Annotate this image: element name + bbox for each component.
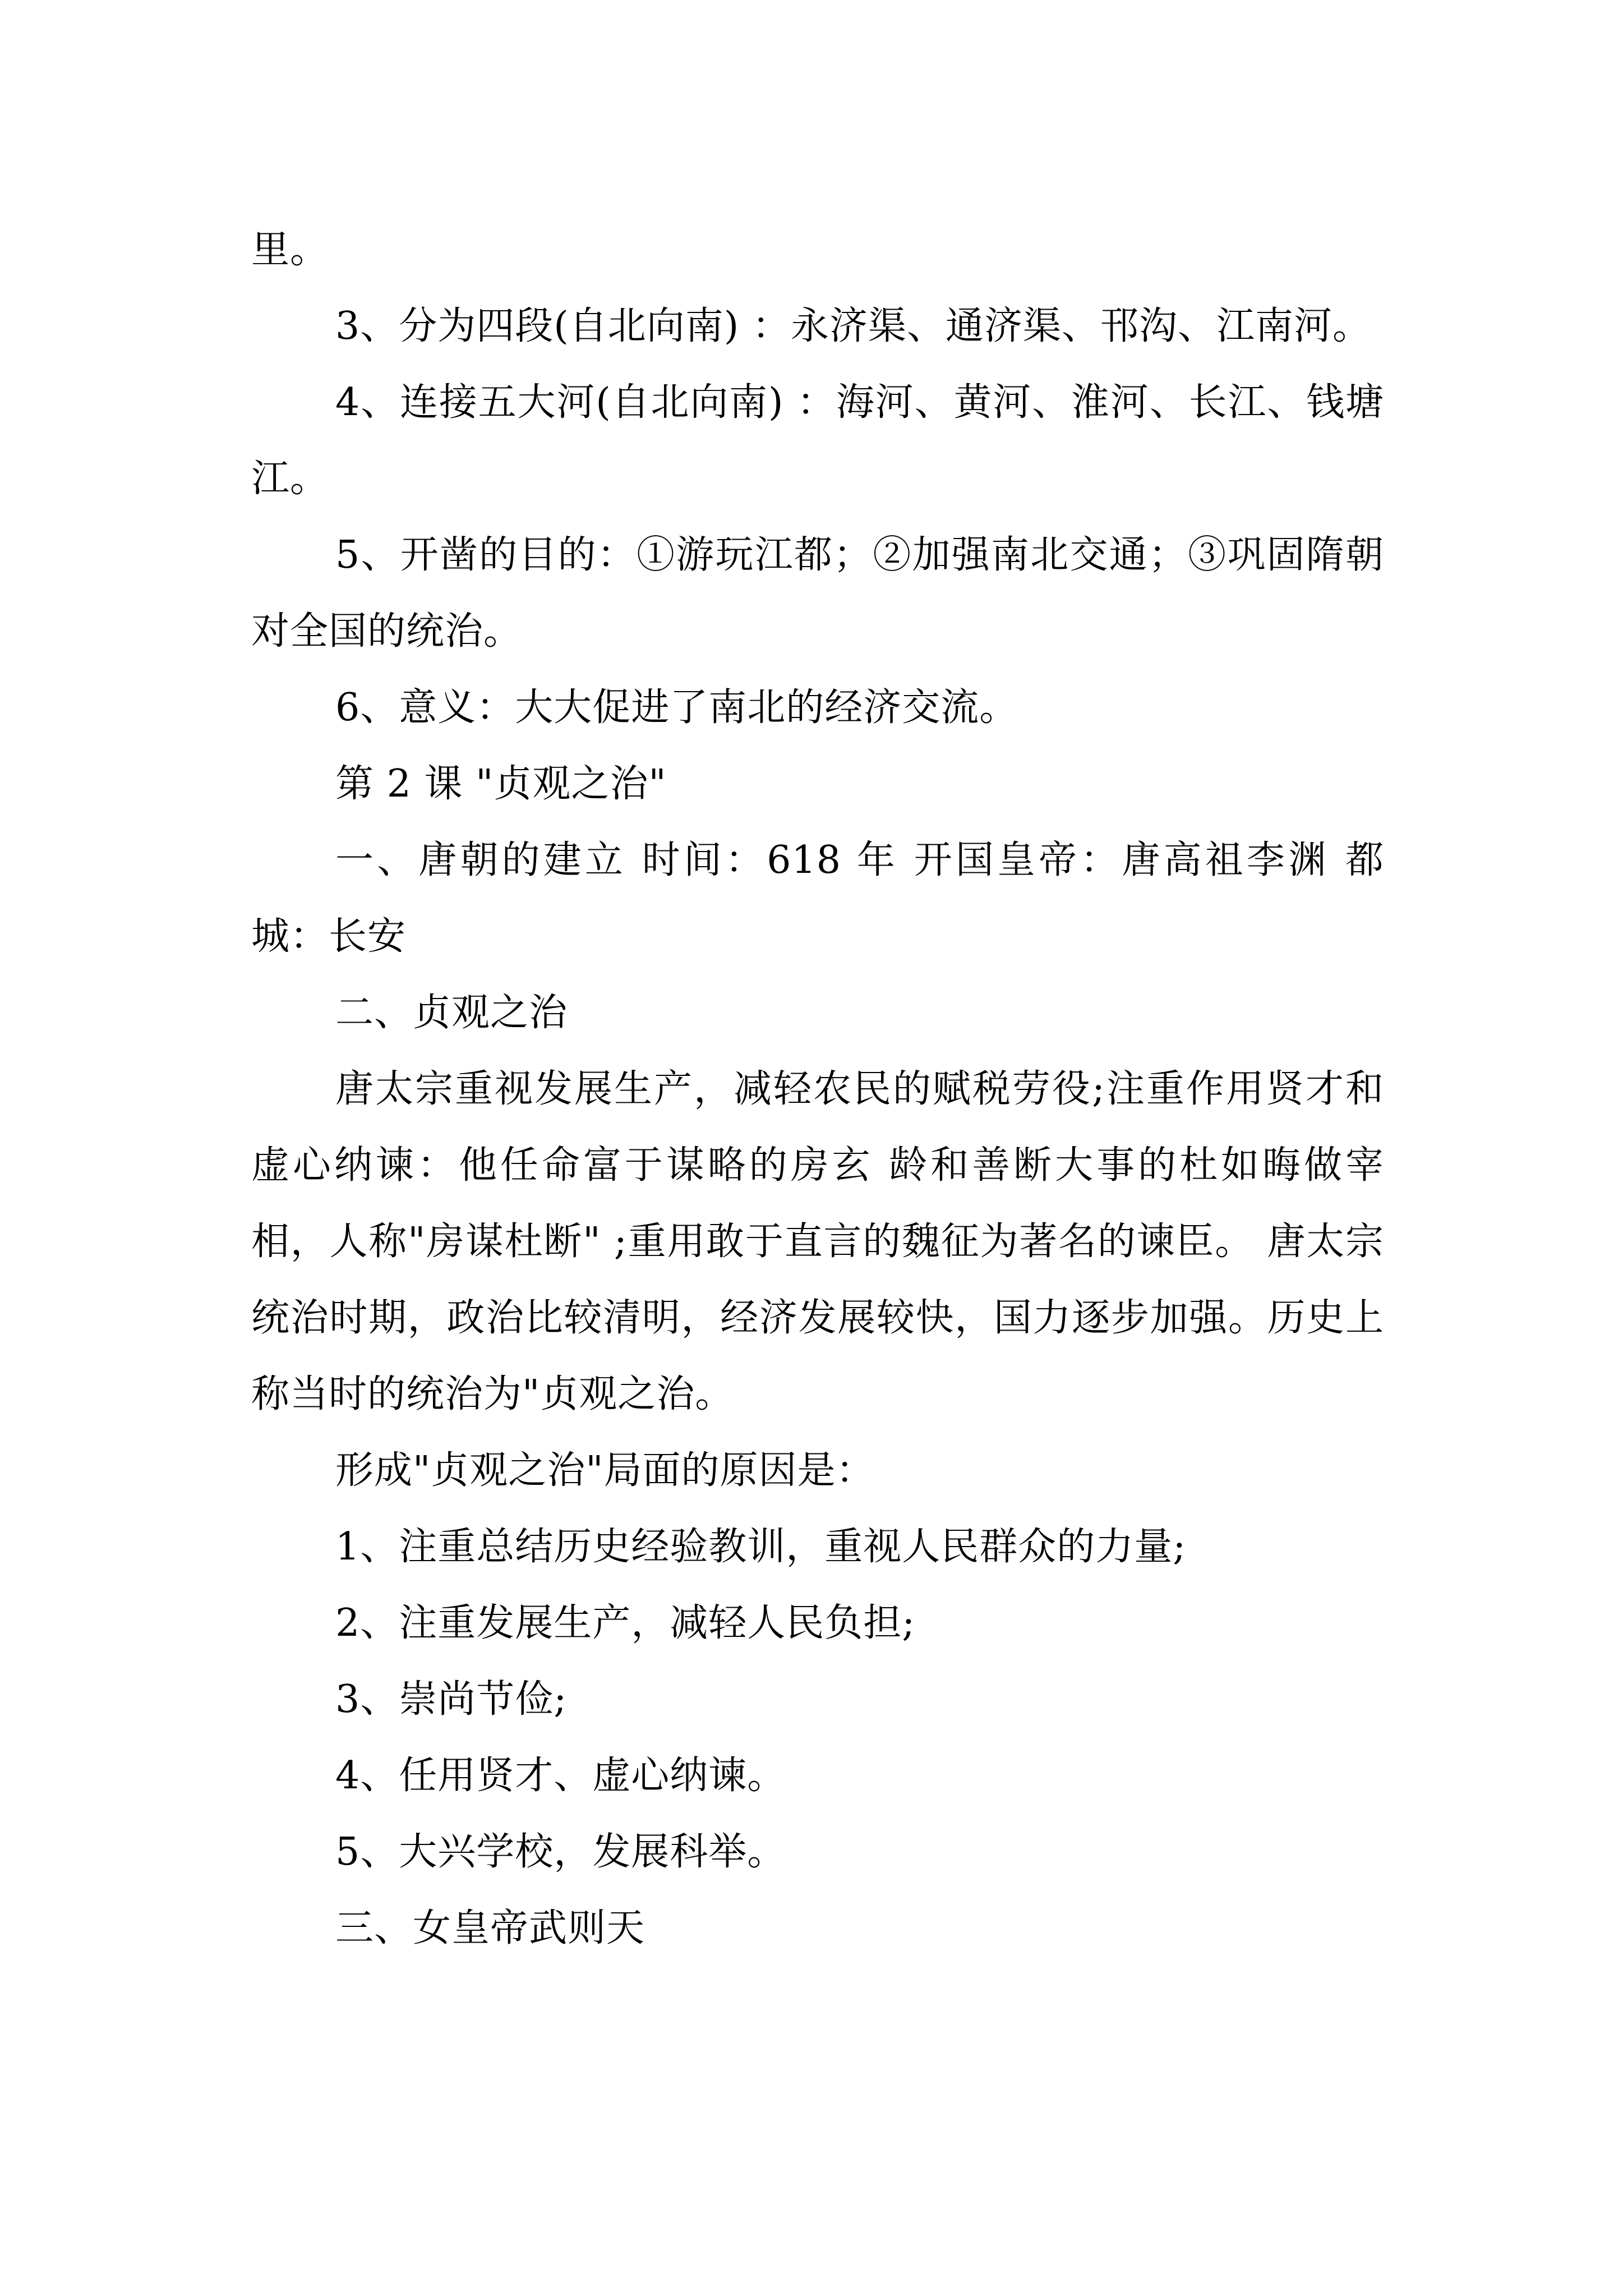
list-item-cause-4: 4、任用贤才、虚心纳谏。 <box>335 1754 786 1798</box>
paragraph-taizong-policies: 唐太宗重视发展生产，减轻农民的赋税劳役;注重作用贤才和虚心纳谏：他任命富于谋略的房玄 龄和善断大事的杜如晦做宰相，人称"房谋杜断" ;重用敢于直言的魏征为著名的谏臣。 唐太宗统治时期，政治比较清明，经济发展较快，国力逐步加强。历史上称当时的统治为"贞观之治。 <box>251 1067 1384 1416</box>
section-tang-founding: 一、唐朝的建立 时间：618 年 开国皇帝：唐高祖李渊 都城：长安 <box>251 838 1384 959</box>
paragraph-five-rivers: 4、连接五大河(自北向南) ：海河、黄河、淮河、长江、钱塘江。 <box>251 380 1384 501</box>
list-item-cause-5: 5、大兴学校，发展科举。 <box>335 1830 786 1874</box>
section-wu-zetian-heading: 三、女皇帝武则天 <box>335 1906 645 1950</box>
paragraph-continuation: 里。 <box>251 228 329 272</box>
list-item-cause-1: 1、注重总结历史经验教训，重视人民群众的力量; <box>335 1525 1187 1569</box>
paragraph-canal-significance: 6、意义：大大促进了南北的经济交流。 <box>335 685 1018 730</box>
document-body <box>251 212 1384 1967</box>
paragraph-causes-intro: 形成"贞观之治"局面的原因是： <box>335 1448 875 1493</box>
paragraph-canal-sections: 3、分为四段(自北向南) ：永济渠、通济渠、邗沟、江南河。 <box>335 304 1371 348</box>
paragraph-canal-purpose: 5、开凿的目的：①游玩江都；②加强南北交通；③巩固隋朝对全国的统治。 <box>251 533 1384 654</box>
list-item-cause-2: 2、注重发展生产，减轻人民负担; <box>335 1601 916 1645</box>
list-item-cause-3: 3、崇尚节俭; <box>335 1677 568 1722</box>
lesson-heading: 第 2 课 "贞观之治" <box>335 762 667 806</box>
section-zhenguan-heading: 二、贞观之治 <box>335 991 568 1035</box>
